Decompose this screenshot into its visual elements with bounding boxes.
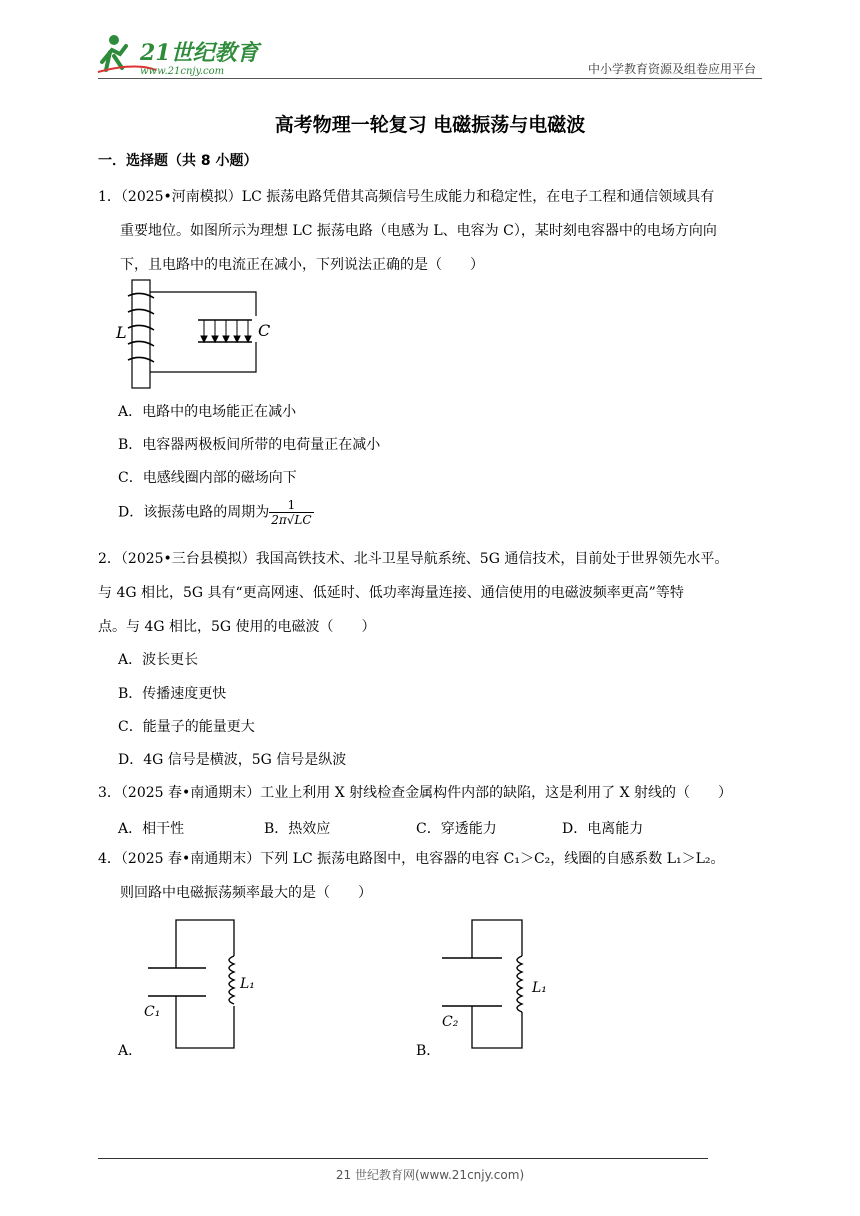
question-4-line-2: 则回路中电磁振荡频率最大的是（ ） [120,885,372,901]
q3-option-c[interactable]: C．穿透能力 [416,821,497,837]
q1-option-d[interactable]: D．该振荡电路的周期为 $\frac{1}{2\pi√LC}$ [118,498,312,527]
q4-option-b[interactable]: B． [416,1043,441,1059]
q1-option-b[interactable]: B．电容器两极板间所带的电荷量正在减小 [118,437,381,453]
period-formula: $\frac{1}{2\pi√LC}$ [271,498,312,527]
figure-a-inductor-label: L₁ [240,976,255,992]
q3-option-d[interactable]: D．电离能力 [562,821,644,837]
question-2 [98,542,766,644]
logo-url-text: www.21cnjy.com [140,66,225,77]
question-4 [98,842,766,910]
header-divider [98,78,762,79]
q1-option-c[interactable]: C．电感线圈内部的磁场向下 [118,470,297,486]
inductor-label: L [116,323,127,342]
question-1 [98,180,766,282]
question-3 [98,776,766,810]
footer-text: 21 世纪教育网(www.21cnjy.com) [335,1168,525,1182]
question-2-line-3: 点。与 4G 相比，5G 使用的电磁波（ ） [98,619,376,635]
question-3-line-1: 3．（2025 春•南通期末）工业上利用 X 射线检查金属构件内部的缺陷，这是利用了 X 射线的（ ） [98,785,732,801]
question-2-line-2: 与 4G 相比，5G 具有“更高网速、低延时、低功率海量连接、通信使用的电磁波频率更高”等特 [98,585,684,601]
question-1-line-3: 下，且电路中的电流正在减小，下列说法正确的是（ ） [120,257,484,273]
logo-runner-icon [96,32,266,78]
logo [96,32,266,78]
q3-option-a[interactable]: A．相干性 [118,821,185,837]
question-2-line-1: 2．（2025•三台县模拟）我国高铁技术、北斗卫星导航系统、5G 通信技术，目前处于世界领先水平。 [98,551,729,567]
page-title: 高考物理一轮复习 电磁振荡与电磁波 [274,114,586,136]
q1-option-a[interactable]: A．电路中的电场能正在减小 [118,404,297,420]
q2-option-c[interactable]: C．能量子的能量更大 [118,719,255,735]
footer-divider [98,1158,708,1159]
question-1-line-2: 重要地位。如图所示为理想 LC 振荡电路（电感为 L、电容为 C），某时刻电容器中的电场方向向 [120,223,717,239]
question-4-line-1: 4．（2025 春•南通期末）下列 LC 振荡电路图中，电容器的电容 C₁＞C₂，线圈的自感系数 L₁＞L₂。 [98,851,725,867]
q4-option-a[interactable]: A． [118,1043,143,1059]
lc-circuit-figure-a [140,912,270,1058]
q2-option-b[interactable]: B．传播速度更快 [118,686,227,702]
q2-option-a[interactable]: A．波长更长 [118,652,199,668]
figure-b-capacitor-label: C₂ [442,1014,459,1030]
q3-option-b[interactable]: B．热效应 [264,821,331,837]
capacitor-label: C [258,321,271,340]
header-platform-text: 中小学教育资源及组卷应用平台 [587,62,756,76]
section-heading: 一．选择题（共 8 小题） [98,153,258,169]
figure-a-capacitor-label: C₁ [144,1004,161,1020]
q2-option-d[interactable]: D．4G 信号是横波，5G 信号是纵波 [118,752,347,768]
figure-b-inductor-label: L₁ [532,980,547,996]
logo-text: 21世纪教育 [140,40,259,66]
lc-circuit-figure-1 [114,276,274,392]
lc-circuit-figure-b [436,912,566,1058]
question-1-line-1: 1．（2025•河南模拟）LC 振荡电路凭借其高频信号生成能力和稳定性，在电子工程和通信领域具有 [98,189,715,205]
